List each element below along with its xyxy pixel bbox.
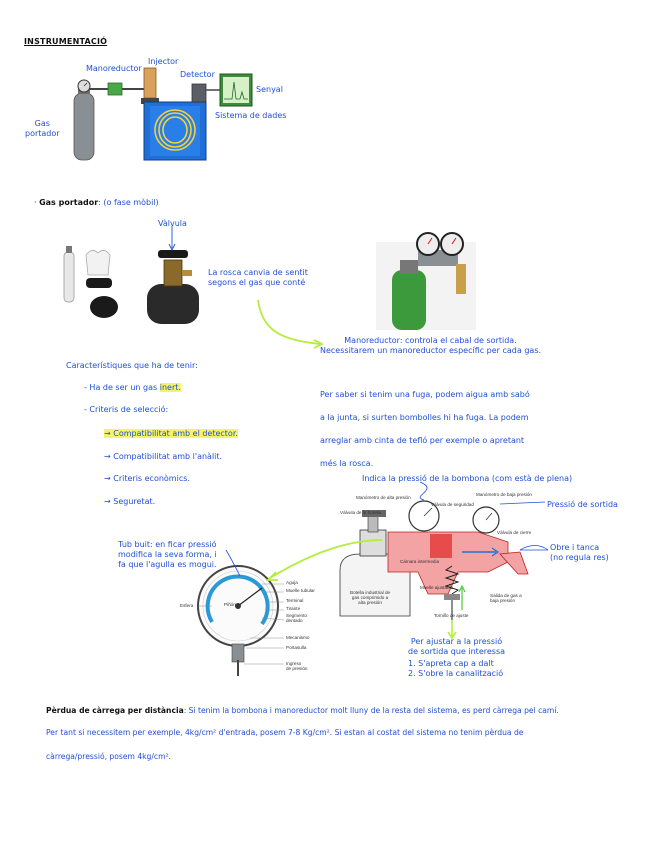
pinon-label: Piñón [224, 602, 236, 607]
pressio-sortida-label: Pressió de sortida [547, 500, 618, 509]
gas-portador-rest: : (o fase mòbil) [98, 198, 159, 207]
obre-tanca-line2: (no regula res) [550, 553, 609, 562]
tirante-label: Tirante [286, 606, 301, 611]
muelle-ajustable-label: Muelle ajustable [420, 585, 454, 590]
ajustar-line2: de sortida que interessa [408, 647, 506, 656]
perdua-line2: Per tant si necessitem per exemple, 4kg/cm² d'entrada, posem 7-8 Kg/cm². Si estan al costat del sistema no tenim pèrdua de [46, 728, 524, 737]
rosca-note [208, 268, 308, 288]
esfera-label: Esfera [180, 603, 194, 608]
ingreso-line1: Ingreso [286, 661, 302, 666]
caracteristiques-item-criteris: - Criteris de selecció: [84, 405, 169, 414]
aguja-label: Aguja [286, 580, 298, 585]
injector-label: Injector [148, 57, 179, 66]
perdua-line1 [46, 706, 559, 715]
fuga-note-line4: més la rosca. [320, 459, 374, 468]
detector-label: Detector [180, 70, 215, 79]
tornillo-ajuste-label: Tornillo de ajuste [434, 613, 469, 618]
ajustar-line1: Per ajustar a la pressió [410, 637, 503, 646]
gas-portador-heading: · Gas portador: (o fase mòbil) [34, 198, 159, 207]
gas-equipment-photos [0, 200, 656, 330]
valvula-cierre-label: Válvula de cierre [497, 530, 532, 535]
ajustar-pressio-note [408, 637, 505, 657]
criteri-seguretat: → Seguretat. [104, 497, 156, 506]
gas-portador-bold: Gas portador [39, 198, 99, 207]
segmento-line1: Segmento [286, 613, 307, 618]
fuga-note-line1: Per saber si tenim una fuga, podem aigua amb sabó [320, 390, 530, 399]
criteri-detector [104, 429, 238, 439]
salida-line1: Salida de gas a [490, 593, 522, 598]
muelle-tubular-label: Muelle tubular [286, 588, 315, 593]
sistema-dades-label: Sistema de dades [215, 111, 287, 120]
inert-prefix: - Ha de ser un gas [84, 383, 160, 392]
gas-portador-line2: portador [25, 129, 60, 138]
senyal-label: Senyal [256, 85, 283, 94]
perdua-heading: Pèrdua de càrrega per distància [46, 706, 184, 715]
perdua-line3: càrrega/pressió, posem 4kg/cm². [46, 752, 171, 761]
valvula-label: Vàlvula [158, 219, 187, 228]
botella-line2: gas comprimido a [351, 595, 389, 600]
manoreductor-note-line1: Manoreductor: controla el cabal de sortida. [344, 336, 517, 345]
botella-line3: alta presión [358, 600, 382, 605]
tub-note-line1: Tub buit: en ficar pressió [118, 540, 217, 549]
caracteristiques-heading: Característiques que ha de tenir: [66, 361, 198, 370]
portasulla-label: Portasulla [286, 645, 307, 650]
rosca-note-line1: La rosca canvia de sentit [208, 268, 308, 277]
section-title: INSTRUMENTACIÓ [24, 37, 108, 46]
tub-note-line3: fa que l'agulla es mogui. [118, 560, 217, 569]
botella-line1: Botella industrial de [350, 590, 391, 595]
fuga-note [320, 383, 530, 475]
fuga-note-line2: a la junta, si surten bombolles hi ha fuga. La podem [320, 413, 529, 422]
manoreductor-label: Manoreductor [86, 64, 142, 73]
manometro-alta-label: Manómetro de alta presión [356, 495, 411, 500]
step-1: 1. S'apreta cap a dalt [408, 659, 494, 668]
manoreductor-note-line2: Necessitarem un manoreductor específic per cada gas. [320, 346, 542, 355]
ingreso-line2: de presión [286, 666, 308, 671]
green-link-arrow [0, 520, 656, 600]
rosca-note-line2: segons el gas que conté [208, 278, 306, 287]
valvula-botella-label: Válvula de la botella [340, 510, 382, 515]
criteri-analit: → Compatibilitat amb l'anàlit. [104, 452, 223, 461]
mecanismo-label: Mecanismo [286, 635, 310, 640]
indica-pressio-label: Indica la pressió de la bombona (com està de plena) [362, 474, 573, 483]
camara-intermedia-label: Cámara intermedia [400, 559, 440, 564]
salida-line2: baja presión [490, 598, 516, 603]
inert-highlight: inert. [159, 383, 181, 392]
terminal-label: Terminal [286, 598, 304, 603]
ingreso-label [286, 661, 307, 671]
ajustar-steps [408, 659, 503, 679]
manoreductor-note [320, 336, 541, 356]
step-2: 2. S'obre la canalització [408, 669, 504, 678]
criteri-detector-text: → Compatibilitat amb el detector. [104, 429, 238, 438]
chromatograph-setup-diagram [0, 0, 656, 200]
valvula-seguridad-label: Válvula de seguridad [431, 502, 474, 507]
fuga-note-line3: arreglar amb cinta de tefló per exemple o apretant [320, 436, 525, 445]
segmento-label [286, 613, 307, 623]
criteri-economics: → Criteris econòmics. [104, 474, 190, 483]
gas-portador-line1: Gas [34, 119, 50, 128]
segmento-line2: dentado [286, 618, 303, 623]
tub-note-line2: modifica la seva forma, i [118, 550, 217, 559]
tub-buit-note [118, 540, 217, 570]
gas-portador-label [25, 119, 60, 139]
manometro-baja-label: Manómetro de baja presión [476, 492, 532, 497]
caracteristiques-item-inert [84, 383, 181, 393]
obre-tanca-line1: Obre i tanca [550, 543, 600, 552]
perdua-text1: : Si tenim la bombona i manoreductor molt lluny de la resta del sistema, es perd càrrega pel camí. [183, 706, 559, 715]
